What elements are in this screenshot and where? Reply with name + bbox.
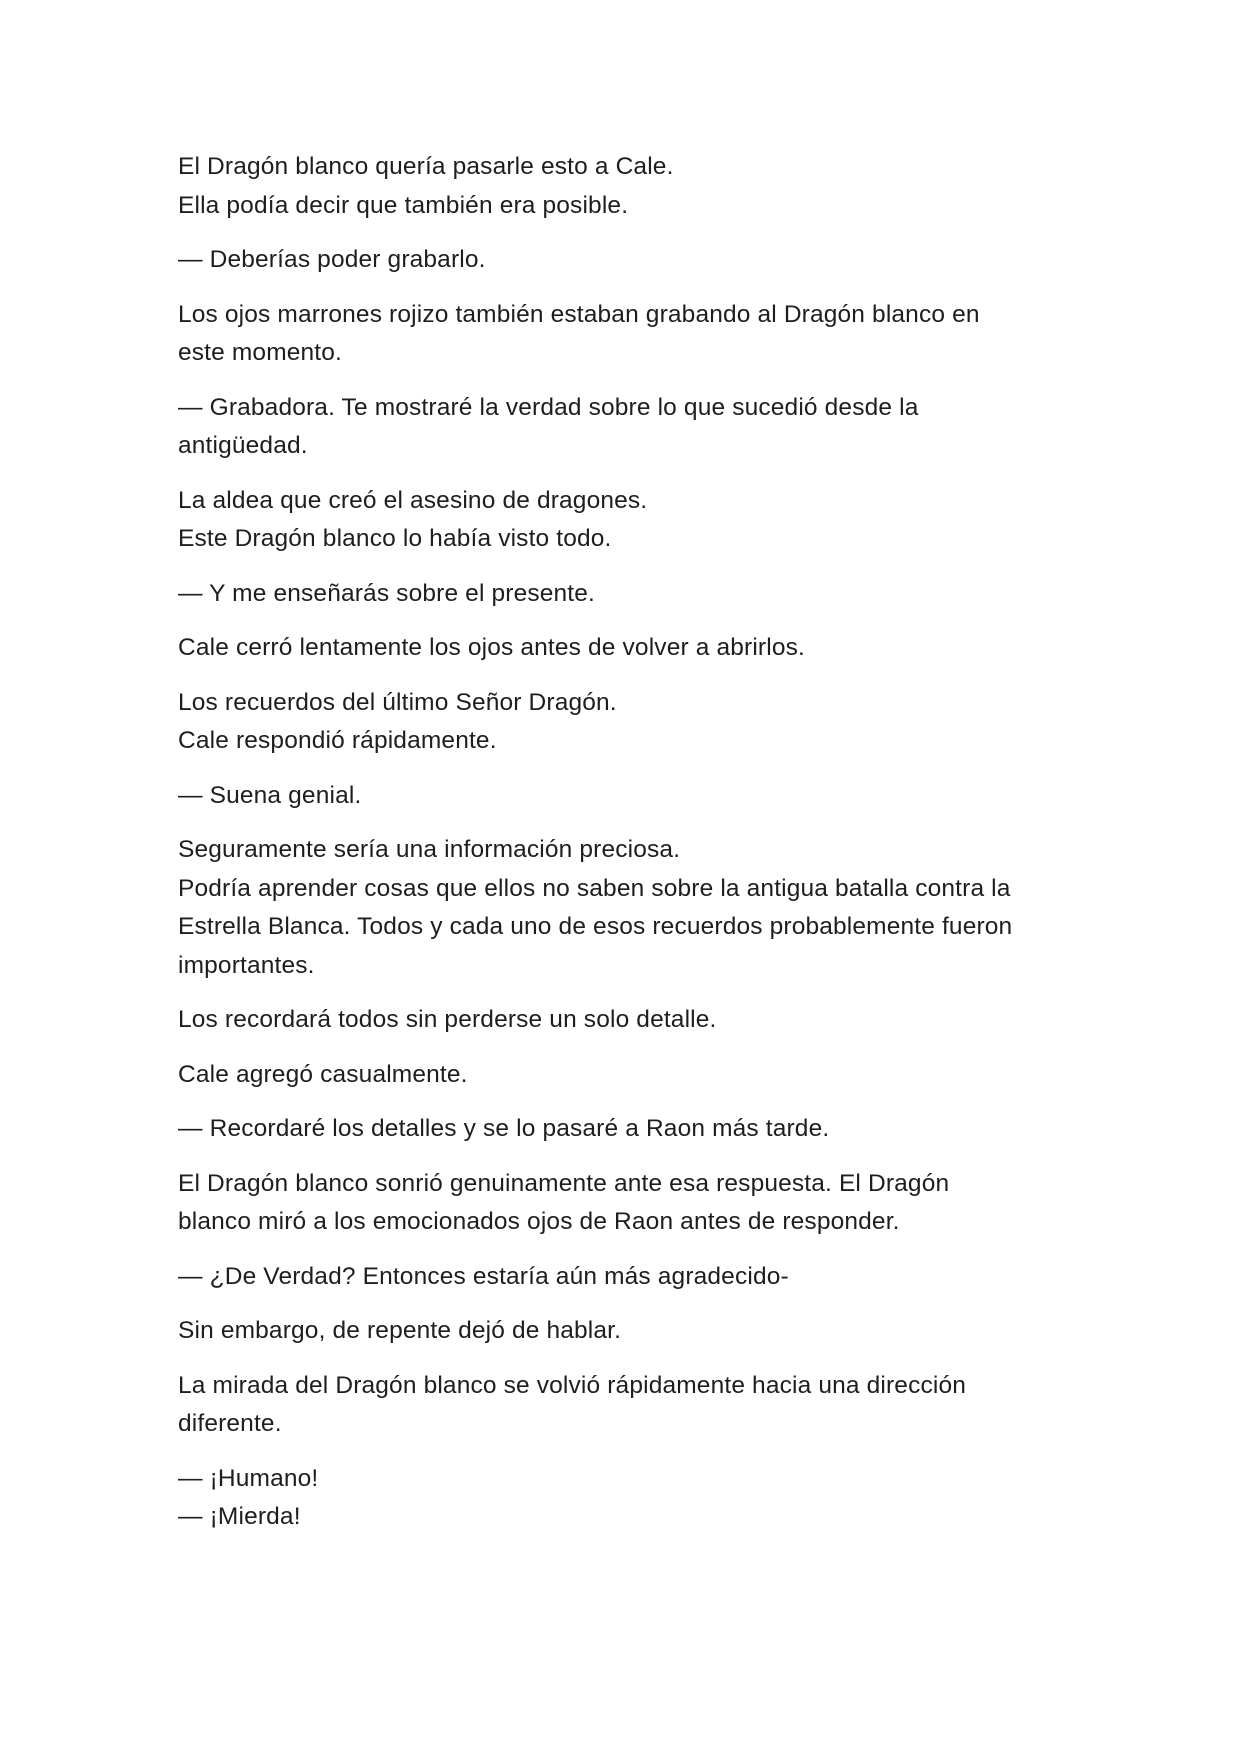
paragraph (178, 1312, 1078, 1351)
paragraph (178, 148, 1078, 225)
paragraph (178, 831, 1078, 985)
text-line: — Recordaré los detalles y se lo pasaré a Raon más tarde. (178, 1115, 830, 1142)
text-line: Cale agregó casualmente. (178, 1060, 468, 1088)
text-line: — ¿De Verdad? Entonces estaría aún más agradecido- (178, 1262, 789, 1290)
text-line: Los recuerdos del último Señor Dragón. (178, 688, 617, 716)
paragraph (178, 1165, 1078, 1242)
dialogue-paragraph (178, 1460, 1078, 1537)
text-line: Los recordará todos sin perderse un solo detalle. (178, 1006, 717, 1033)
text-line: La mirada del Dragón blanco se volvió rápidamente hacia una dirección (178, 1371, 967, 1399)
text-line: El Dragón blanco sonrió genuinamente ante esa respuesta. El Dragón (178, 1169, 950, 1197)
dialogue-paragraph (178, 241, 1078, 280)
dialogue-paragraph (178, 1258, 1078, 1297)
text-line: Los ojos marrones rojizo también estaban grabando al Dragón blanco en (178, 300, 980, 328)
text-line: antigüedad. (178, 432, 308, 459)
text-line: Este Dragón blanco lo había visto todo. (178, 525, 612, 552)
dialogue-paragraph (178, 1110, 1078, 1149)
text-line: Cale cerró lentamente los ojos antes de volver a abrirlos. (178, 634, 805, 661)
text-line: blanco miró a los emocionados ojos de Raon antes de responder. (178, 1208, 900, 1235)
text-line: Sin embargo, de repente dejó de hablar. (178, 1317, 622, 1344)
text-line: Podría aprender cosas que ellos no saben sobre la antigua batalla contra la (178, 874, 1011, 902)
text-line: Seguramente sería una información preciosa. (178, 836, 681, 863)
text-line: — Y me enseñarás sobre el presente. (178, 579, 596, 607)
paragraph (178, 1367, 1078, 1444)
text-line: — Grabadora. Te mostraré la verdad sobre lo que sucedió desde la (178, 393, 919, 421)
text-line: El Dragón blanco quería pasarle esto a Cale. (178, 153, 674, 180)
text-line: — ¡Mierda! (178, 1503, 301, 1530)
dialogue-paragraph (178, 777, 1078, 816)
text-line: — Suena genial. (178, 781, 362, 809)
text-line: este momento. (178, 339, 342, 366)
dialogue-paragraph (178, 389, 1078, 466)
paragraph (178, 1056, 1078, 1095)
dialogue-paragraph (178, 575, 1078, 614)
paragraph (178, 482, 1078, 559)
paragraph (178, 629, 1078, 668)
text-line: Ella podía decir que también era posible. (178, 191, 629, 219)
paragraph (178, 296, 1078, 373)
text-line: Estrella Blanca. Todos y cada uno de esos recuerdos probablemente fueron (178, 913, 1013, 940)
text-line: Cale respondió rápidamente. (178, 727, 497, 754)
text-line: — Deberías poder grabarlo. (178, 246, 486, 273)
paragraph (178, 1001, 1078, 1040)
document-body (178, 148, 1078, 1553)
text-line: importantes. (178, 951, 315, 979)
text-line: La aldea que creó el asesino de dragones. (178, 486, 648, 514)
text-line: diferente. (178, 1410, 282, 1437)
text-line: — ¡Humano! (178, 1464, 319, 1492)
paragraph (178, 684, 1078, 761)
